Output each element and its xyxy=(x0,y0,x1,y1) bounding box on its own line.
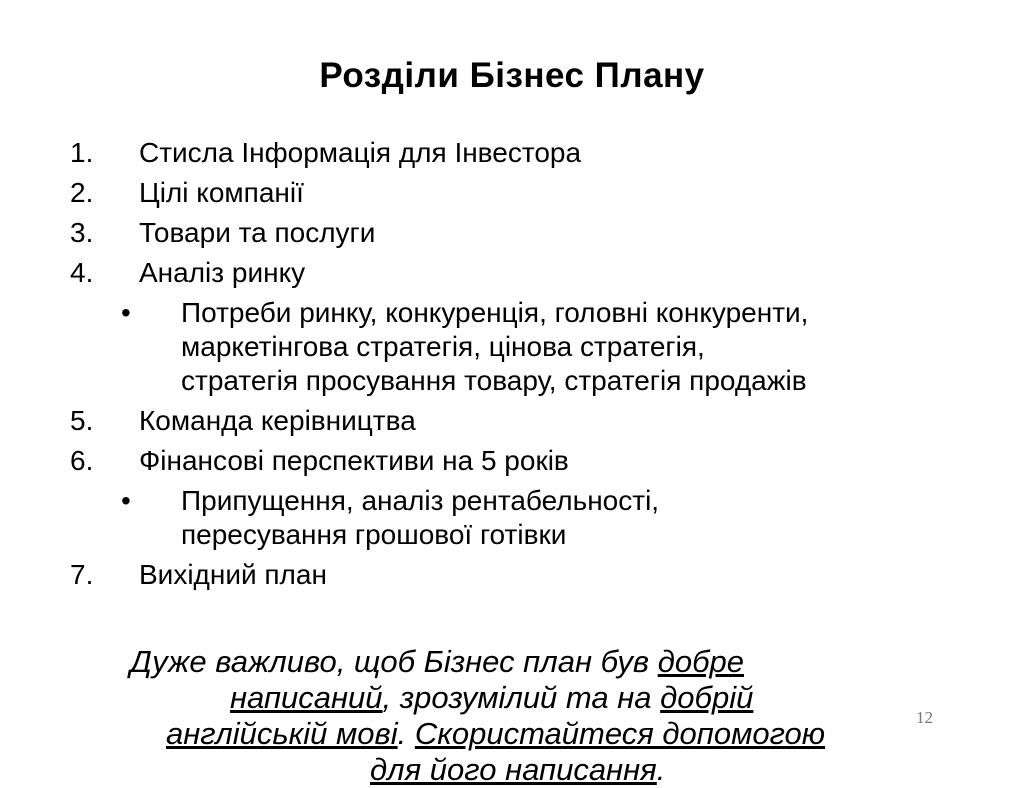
important-note xyxy=(130,644,960,788)
note-underlined-text: добрій xyxy=(660,680,754,715)
list-item xyxy=(70,136,990,170)
note-underlined-text: англійській мові xyxy=(166,716,398,751)
note-text: Дуже важливо, щоб Бізнес план був xyxy=(130,644,658,679)
sub-bullet-line: Потреби ринку, конкуренція, головні конкуренти, xyxy=(181,297,809,328)
list-item-text: Команда керівництва xyxy=(139,405,416,436)
list-item xyxy=(70,444,990,478)
note-text: , зрозумілий та на xyxy=(382,680,661,715)
list-item-text: Цілі компанії xyxy=(139,177,304,208)
sections-list xyxy=(70,136,990,598)
list-item-text: Аналіз ринку xyxy=(139,257,306,288)
bullet-icon: • xyxy=(121,297,131,328)
list-item-number: 1. xyxy=(70,137,94,168)
list-item-text: Товари та послуги xyxy=(139,217,376,248)
list-item xyxy=(70,216,990,250)
note-underlined-text: добре xyxy=(657,644,744,679)
sub-bullet-item xyxy=(70,296,990,398)
sub-bullet-line: маркетінгова стратегія, цінова стратегія, xyxy=(181,331,705,362)
note-underlined-text: Скористайтеся допомогою xyxy=(414,716,826,751)
list-item-text: Вихідний план xyxy=(139,559,327,590)
sub-bullet-line: пересування грошової готівки xyxy=(181,519,567,550)
list-item-text: Стисла Інформація для Інвестора xyxy=(139,137,582,168)
list-item-number: 3. xyxy=(70,217,94,248)
note-underlined-text: для його написання xyxy=(370,752,657,787)
page-number: 12 xyxy=(916,708,933,727)
bullet-icon: • xyxy=(121,485,131,516)
list-item xyxy=(70,256,990,290)
sub-bullet-line: стратегія просування товару, стратегія продажів xyxy=(181,365,807,396)
slide-title: Розділи Бізнес Плану xyxy=(319,56,705,95)
list-item-text: Фінансові перспективи на 5 років xyxy=(139,445,569,476)
list-item xyxy=(70,176,990,210)
list-item xyxy=(70,404,990,438)
sub-bullet-item xyxy=(70,484,990,552)
note-text: . xyxy=(397,716,415,751)
note-text: . xyxy=(656,752,666,787)
sub-bullet-line: Припущення, аналіз рентабельності, xyxy=(181,485,660,516)
list-item-number: 5. xyxy=(70,405,94,436)
list-item-number: 6. xyxy=(70,445,94,476)
note-underlined-text: написаний xyxy=(230,680,383,715)
list-item xyxy=(70,558,990,592)
list-item-number: 7. xyxy=(70,559,94,590)
list-item-number: 4. xyxy=(70,257,94,288)
list-item-number: 2. xyxy=(70,177,94,208)
